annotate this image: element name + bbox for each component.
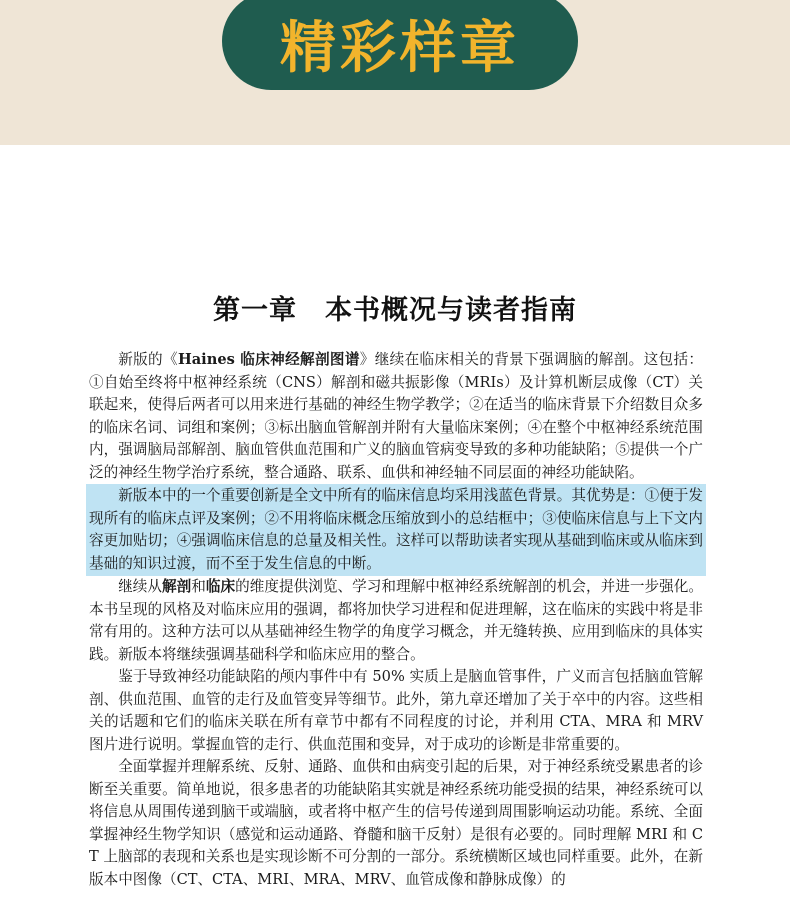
title-pill: [222, 0, 578, 90]
paragraph: 全面掌握并理解系统、反射、通路、血供和由病变引起的后果，对于神经系统受累患者的诊断至关重要。简单地说，很多患者的功能缺陷其实就是神经系统功能受损的结果，神经系统可以将信息从周围传递到脑干或端脑，或者将中枢产生的信号传递到周围影响运动功能。系统、全面掌握神经生物学知识（感觉和运动通路、脊髓和脑干反射）是很有必要的。同时理解 MRI 和 CT 上脑部的表现和关系也是实现诊断不可分割的一部分。系统横断区域也同样重要。此外，在新版本中图像（CT、CTA、MRI、MRA、MRV、血管成像和静脉成像）的: [89, 758, 703, 888]
text-run: 新版的《: [118, 351, 178, 368]
text-run: 继续从: [118, 578, 163, 595]
paragraph: 鉴于导致神经功能缺陷的颅内事件中有 50% 实质上是脑血管事件，广义而言包括脑血管解剖、供血范围、血管的走行及血管变异等细节。此外，第九章还增加了关于卒中的内容。这些相关的话题和它们的临床关联在所有章节中都有不同程度的讨论，并利用 CTA、MRA 和 MRV 图片进行说明。掌握血管的走行、供血范围和变异，对于成功的诊断是非常重要的。: [89, 668, 703, 753]
header-banner: [0, 0, 790, 145]
banner-title: 精彩样章: [280, 16, 520, 81]
paragraph: [89, 576, 703, 666]
book-title: Haines 临床神经解剖图谱: [177, 351, 360, 368]
clinical-highlight-paragraph: 新版本中的一个重要创新是全文中所有的临床信息均采用浅蓝色背景。其优势是：①便于发现所有的临床点评及案例；②不用将临床概念压缩放到小的总结框中；③使临床信息与上下文内容更加贴切；④强调临床信息的总量及相关性。这样可以帮助读者实现从基础到临床或从临床到基础的知识过渡，而不至于发生信息的中断。: [86, 484, 706, 576]
body-text: [89, 349, 703, 891]
chapter-title: 第一章 本书概况与读者指南: [213, 295, 577, 326]
emphasis-anatomy: 解剖: [162, 578, 192, 595]
text-run: 和: [191, 578, 206, 595]
paragraph: [89, 349, 703, 484]
text-run: 》继续在临床相关的背景下强调脑的解剖。这包括：①自始至终将中枢神经系统（CNS）解剖和磁共振影像（MRIs）及计算机断层成像（CT）关联起来，使得后两者可以用来进行基础的神经生物学教学；②在适当的临床背景下介绍数目众多的临床名词、词组和案例；③标出脑血管解剖并附有大量临床案例；④在整个中枢神经系统范围内，强调脑局部解剖、脑血管供血范围和广义的脑血管病变导致的多种功能缺陷；⑤提供一个广泛的神经生物学治疗系统，整合通路、联系、血供和神经轴不同层面的神经功能缺陷。: [89, 351, 703, 481]
emphasis-clinical: 临床: [205, 578, 236, 595]
text-run: 的维度提供浏览、学习和理解中枢神经系统解剖的机会，并进一步强化。本书呈现的风格及对临床应用的强调，都将加快学习进程和促进理解，这在临床的实践中将是非常有用的。这种方法可以从基础神经生物学的角度学习概念，并无缝转换、应用到临床的具体实践。新版本将继续强调基础科学和临床应用的整合。: [89, 578, 703, 663]
